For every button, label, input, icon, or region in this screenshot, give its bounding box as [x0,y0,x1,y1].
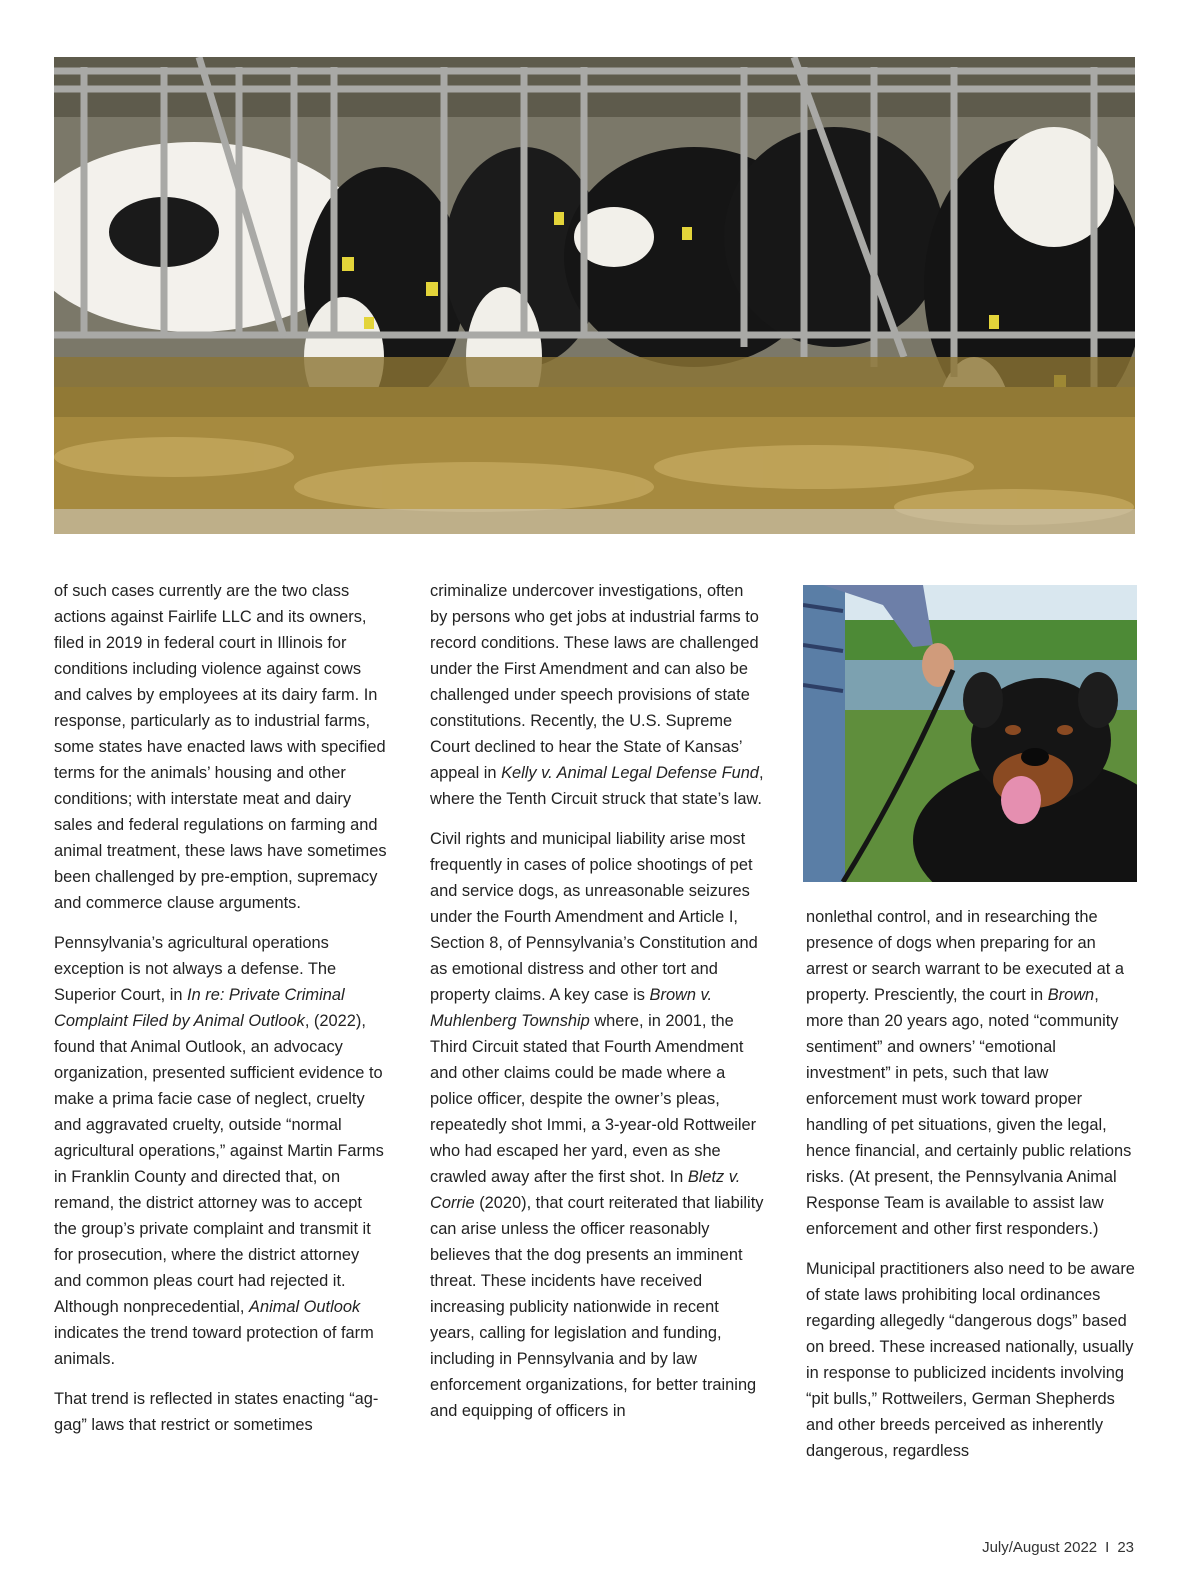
paragraph: Pennsylvania’s agricultural operations exception is not always a defense. The Superior Court, in In re: Private Criminal Complaint Filed by Animal Outlook, (2022), found that Animal Outlook, an advocacy organization, presented sufficient evidence to make a prima facie case of neglect, cruelty and aggravated cruelty, outside “normal agricultural operations,” against Martin Farms in Franklin County and directed that, on remand, the district attorney was to accept the group’s private complaint and transmit it for prosecution, where the district attorney and common pleas court had rejected it. Although nonprecedential, Animal Outlook indicates the trend toward protection of farm animals. [54,934,384,1368]
hero-photo-cows [54,57,1135,534]
case-name: In re: Private Criminal Complaint Filed by Animal Outlook [54,986,345,1030]
case-name: Brown [1047,986,1095,1004]
paragraph: Municipal practitioners also need to be aware of state laws prohibiting local ordinances regarding allegedly “dangerous dogs” based on breed. These increased nationally, usually in response to publicized incidents involving “pit bulls,” Rottweilers, German Shepherds and other breeds perceived as inherently dangerous, regardless [806,1260,1135,1460]
issue-date: July/August 2022 [982,1539,1098,1556]
column-1 [54,578,389,1452]
case-name: Bletz v. Corrie [430,1168,741,1212]
cows-feeding-icon [54,57,1135,534]
paragraph: nonlethal control, and in researching the presence of dogs when preparing for an arrest or search warrant to be executed at a property. Presciently, the court in Brown, more than 20 years ago, noted “community sentiment” and owners’ “emotional investment” in pets, such that law enforcement must work toward proper handling of pet situations, given the legal, hence financial, and certainly public relations risks. (At present, the Pennsylvania Animal Response Team is available to assist law enforcement and other first responders.) [806,908,1132,1238]
page-number: 23 [1117,1539,1134,1556]
column-3 [806,904,1136,1478]
column-2 [430,578,765,1438]
paragraph: That trend is reflected in states enacting “ag-gag” laws that restrict or sometimes [54,1390,379,1434]
rottweiler-icon [803,585,1137,882]
case-name: Brown v. Muhlenberg Township [430,986,713,1030]
inset-photo-rottweiler [803,585,1137,882]
case-name: Animal Outlook [249,1298,361,1316]
case-name: Kelly v. Animal Legal Defense Fund [501,764,759,782]
paragraph: criminalize undercover investigations, often by persons who get jobs at industrial farms to record conditions. These laws are challenged under the First Amendment and can also be challenged under speech provisions of state constitutions. Recently, the U.S. Supreme Court declined to hear the State of Kansas’ appeal in Kelly v. Animal Legal Defense Fund, where the Tenth Circuit struck that state’s law. [430,582,764,808]
paragraph: of such cases currently are the two class actions against Fairlife LLC and its owners, filed in 2019 in federal court in Illinois for conditions including violence against cows and calves by employees at its dairy farm. In response, particularly as to industrial farms, some states have enacted laws with specified terms for the animals’ housing and other conditions; with interstate meat and dairy sales and federal regulations on farming and animal treatment, these laws have sometimes been challenged by pre-emption, supremacy and commerce clause arguments. [54,582,387,912]
footer-separator: I [1105,1539,1110,1556]
paragraph: Civil rights and municipal liability arise most frequently in cases of police shootings of pet and service dogs, as unreasonable seizures under the Fourth Amendment and Article I, Section 8, of Pennsylvania’s Constitution and as emotional distress and other tort and property claims. A key case is Brown v. Muhlenberg Township where, in 2001, the Third Circuit stated that Fourth Amendment and other claims could be made where a police officer, despite the owner’s pleas, repeatedly shot Immi, a 3-year-old Rottweiler who had escaped her yard, even as she crawled away after the first shot. In Bletz v. Corrie (2020), that court reiterated that liability can arise unless the officer reasonably believes that the dog presents an imminent threat. These incidents have received increasing publicity nationwide in recent years, calling for legislation and funding, including in Pennsylvania and by law enforcement organizations, for better training and equipping of officers in [430,830,764,1420]
page-footer [982,1539,1134,1556]
